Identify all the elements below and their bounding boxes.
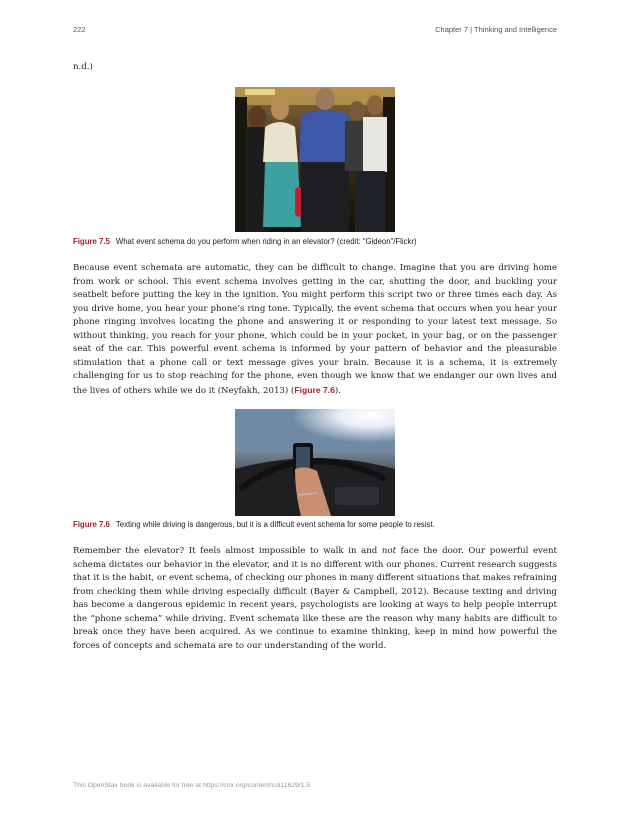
figure-7-5-label: Figure 7.5: [73, 237, 110, 246]
figure-7-6-label: Figure 7.6: [73, 520, 110, 529]
page-header: [73, 25, 557, 37]
chapter-title: Chapter 7 | Thinking and Intelligence: [435, 25, 557, 34]
figure-7-6-caption-text: Texting while driving is dangerous, but it is a difficult event schema for some people to resist.: [115, 520, 435, 529]
texting-while-driving-photo: [235, 409, 395, 516]
page-number: 222: [73, 25, 86, 34]
figure-7-5-caption: [73, 236, 557, 247]
figure-7-5-caption-text: What event schema do you perform when riding in an elevator? (credit: “Gideon”/Flickr): [115, 237, 417, 246]
paragraph-2-part1: Remember the elevator? It feels almost impossible to walk in and: [73, 546, 382, 556]
paragraph-1-text: Because event schemata are automatic, they can be difficult to change. Imagine that you are driving home from work or school. This event schema involves getting in the car, shutting the door, and buckling your seatbelt before putting the key in the ignition. You might perform this script two or three times each day. As you drive home, you hear your phone’s ring tone. Typically, the event schema that occurs when you hear your phone ringing involves locating the phone and answering it or responding to your latest text message. So without thinking, you reach for your phone, which could be in your pocket, in your bag, or on the passenger seat of the car. This powerful event schema is informed by your pattern of behavior and the pleasurable stimulation that a phone call or text message gives your brain. Because it is a schema, it is extremely challenging for us to stop reaching for the phone, even though we know that we endanger our own lives and the lives of others while we do it (Neyfakh, 2013) (: [73, 263, 557, 396]
paragraph-elevator: [73, 545, 557, 653]
elevator-crowd-photo: [235, 87, 395, 232]
paragraph-2-part2: face the door. Our powerful event schema dictates our behavior in the elevator, and it is no different with our phones. Current research suggests that it is the habit, or event schema, of checking our phones in many different situations that makes refraining from checking them while driving especially difficult (Bayer & Campbell, 2012). Because texting and driving has become a dangerous epidemic in recent years, psychologists are looking at ways to help people interrupt the “phone schema” while driving. Event schemata like these are the reason why many habits are difficult to break once they have been acquired. As we continue to examine thinking, keep in mind how powerful the forces of concepts and schemata are to our understanding of the world.: [73, 546, 557, 651]
figure-7-6-caption: [73, 519, 557, 530]
paragraph-1-end: ).: [334, 385, 342, 396]
figure-7-6-link[interactable]: Figure 7.6: [294, 384, 335, 395]
continued-text: n.d.): [73, 62, 93, 72]
page-footer: This OpenStax book is available for free at https://cnx.org/content/col11629/1.5: [73, 782, 311, 789]
paragraph-2-emphasis: not: [381, 546, 397, 556]
paragraph-event-schemata: [73, 262, 557, 398]
